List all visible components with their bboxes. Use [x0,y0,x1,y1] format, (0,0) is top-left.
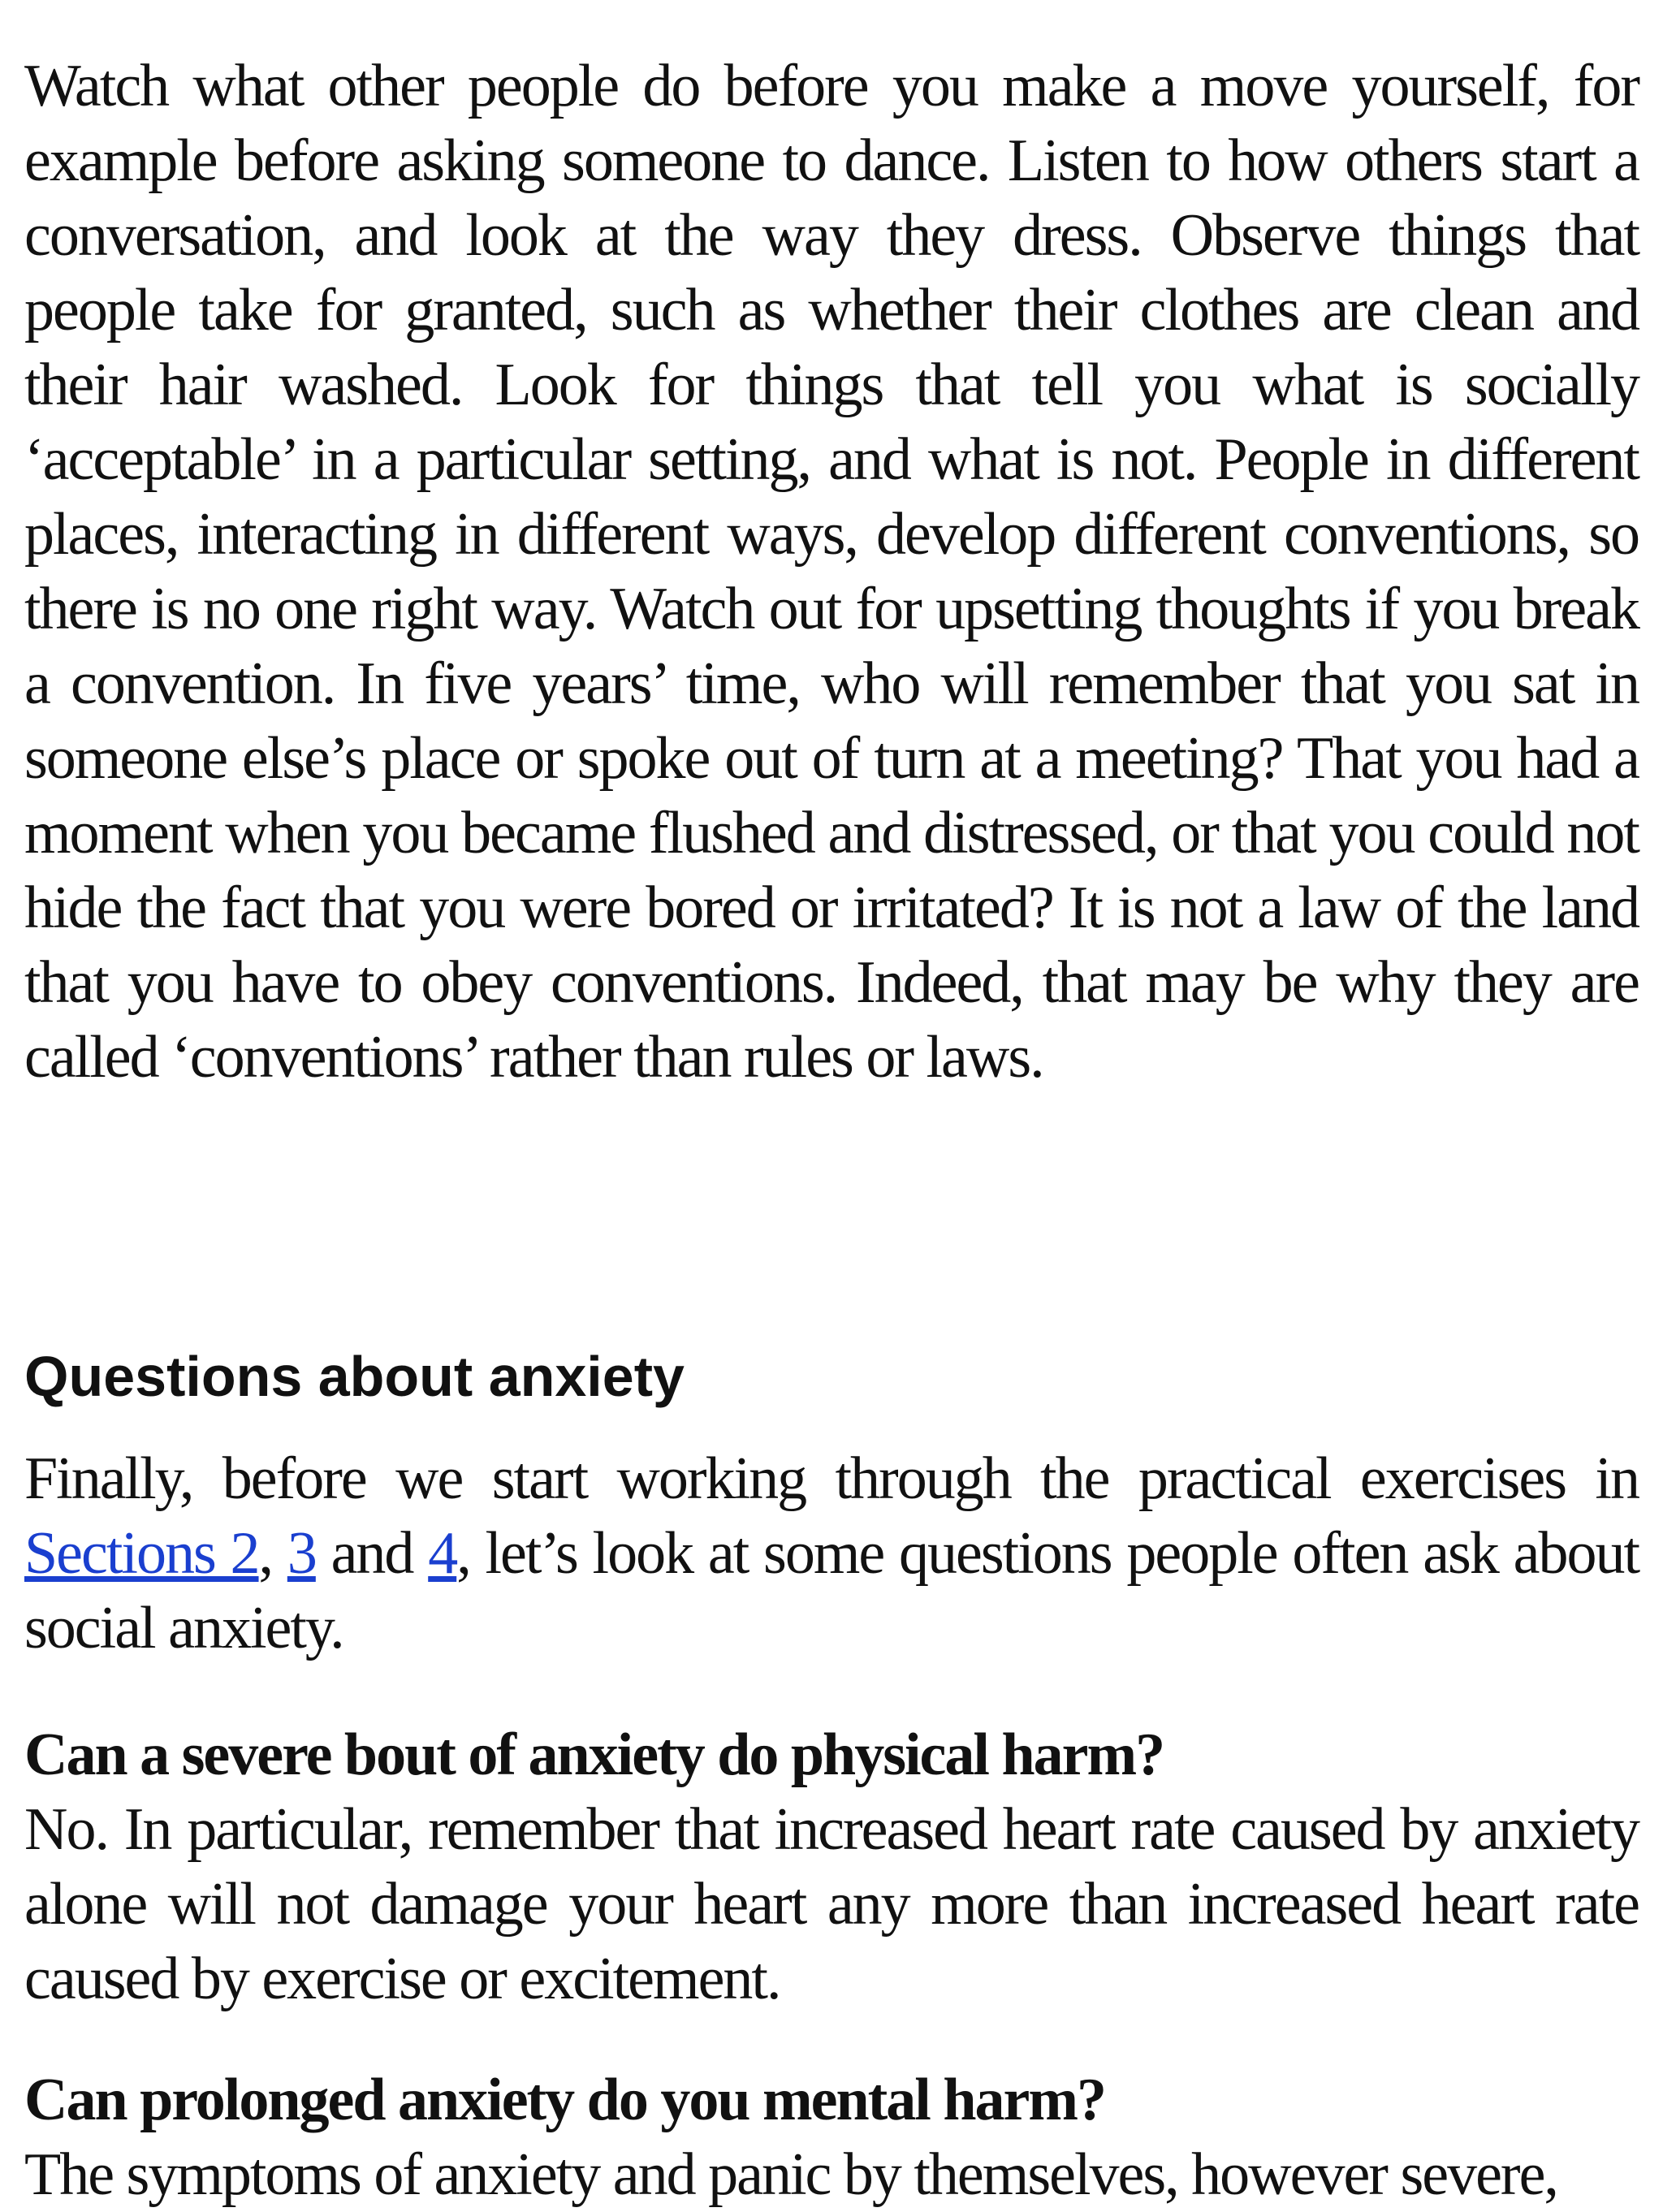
section-heading: Questions about anxiety [24,1345,685,1408]
question-block-physical-harm [24,1717,1639,2016]
link-section-4[interactable]: 4 [428,1520,457,1587]
intro-separator-2: and [315,1520,429,1587]
question-mental-harm: Can prolonged anxiety do you mental harm? [24,2067,1105,2133]
paragraph-conventions: Watch what other people do before you make a move yourself, for example before asking someone to dance. Listen to how others start a conversation, and look at the way they dress. Observe things that people take for granted, such as whether their clothes are clean and their hair washed. Look for things that tell you what is socially ‘acceptable’ in a particular setting, and what is not. People in different places, interacting in different ways, develop different conventions, so there is no one right way. Watch out for upsetting thoughts if you break a convention. In five years’ time, who will remember that you sat in someone else’s place or spoke out of turn at a meeting? That you had a moment when you became flushed and distressed, or that you could not hide the fact that you were bored or irritated? It is not a law of the land that you have to obey conventions. Indeed, that may be why they are called ‘conventions’ rather than rules or laws. [24,53,1639,1091]
intro-separator-1: , [258,1520,287,1587]
link-sections-2[interactable]: Sections 2 [24,1520,259,1587]
document-page [24,49,1639,2208]
question-physical-harm: Can a severe bout of anxiety do physical harm? [24,1722,1164,1788]
question-block-mental-harm [24,2063,1639,2212]
intro-text-after: , let’s look at some questions people often ask about social anxiety. [24,1520,1639,1661]
answer-physical-harm: No. In particular, remember that increased heart rate caused by anxiety alone will not damage your heart any more than increased heart rate caused by exercise or excitement. [24,1796,1639,2012]
answer-mental-harm: The symptoms of anxiety and panic by themselves, however severe, [24,2141,1557,2208]
link-section-3[interactable]: 3 [287,1520,316,1587]
intro-text-before: Finally, before we start working through the practical exercises in [24,1445,1639,1512]
paragraph-intro-questions [24,1441,1639,1665]
